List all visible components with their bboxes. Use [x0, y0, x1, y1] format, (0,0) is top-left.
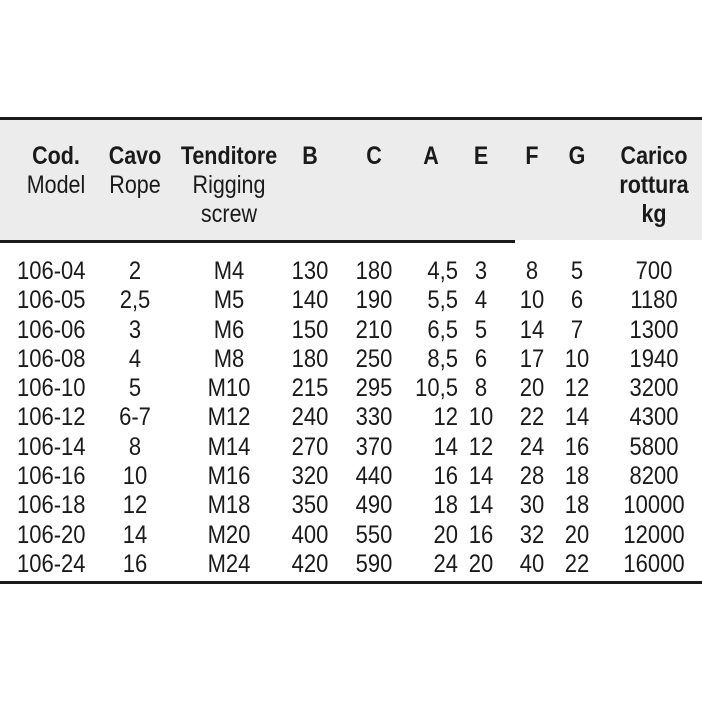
table-row: 106-10 5 M10 215 295 10,5 8 20 12 3200: [17, 374, 679, 403]
table-body: [0, 257, 702, 579]
header-a: A: [423, 142, 439, 170]
cell-code: 106-04: [17, 257, 86, 285]
cell-code: 106-20: [17, 520, 86, 549]
cell-code: 106-18: [17, 491, 86, 520]
header-rule: [0, 240, 515, 243]
bottom-rule: [0, 581, 702, 584]
cell-code: 106-05: [17, 286, 86, 315]
header-b: B: [302, 142, 318, 170]
header-f: F: [525, 142, 539, 170]
table-row: 106-18 12 M18 350 490 18 14 30 18 10000: [17, 491, 685, 520]
header-code: Cod. Model: [26, 142, 86, 199]
cell-code: 106-12: [17, 403, 86, 432]
header-c: C: [366, 142, 382, 170]
header-g: G: [568, 142, 586, 170]
table-row: 106-14 8 M14 270 370 14 12 24 16 5800: [17, 432, 679, 461]
header-load: Carico rottura kg: [619, 142, 689, 228]
header-rope: Cavo Rope: [108, 142, 162, 199]
cell-code: 106-08: [17, 344, 86, 373]
cell-code: 106-24: [17, 549, 86, 578]
table-row: 106-08 4 M8 180 250 8,5 6 17 10 1940: [17, 344, 679, 373]
table-row: 106-24 16 M24 420 590 24 20 40 22 16000: [17, 549, 685, 578]
table-row: 106-05 2,5 M5 140 190 5,5 4 10 6 1180: [17, 286, 678, 315]
cell-code: 106-16: [17, 462, 86, 491]
table-row: 106-16 10 M16 320 440 16 14 28 18 8200: [17, 462, 679, 491]
cell-code: 106-10: [17, 374, 86, 403]
table-row: 106-06 3 M6 150 210 6,5 5 14 7 1300: [17, 315, 679, 344]
table-row: 106-04 2 M4 130 180 4,5 3 8 5 700: [17, 257, 673, 285]
cell-code: 106-14: [17, 432, 86, 461]
table-row: 106-20 14 M20 400 550 20 16 32 20 12000: [17, 520, 685, 549]
table-header: [0, 120, 702, 240]
header-e: E: [473, 142, 489, 170]
table-row: 106-12 6-7 M12 240 330 12 10 22 14 4300: [17, 403, 679, 432]
header-screw: Tenditore Rigging screw: [180, 142, 278, 228]
cell-code: 106-06: [17, 315, 86, 344]
